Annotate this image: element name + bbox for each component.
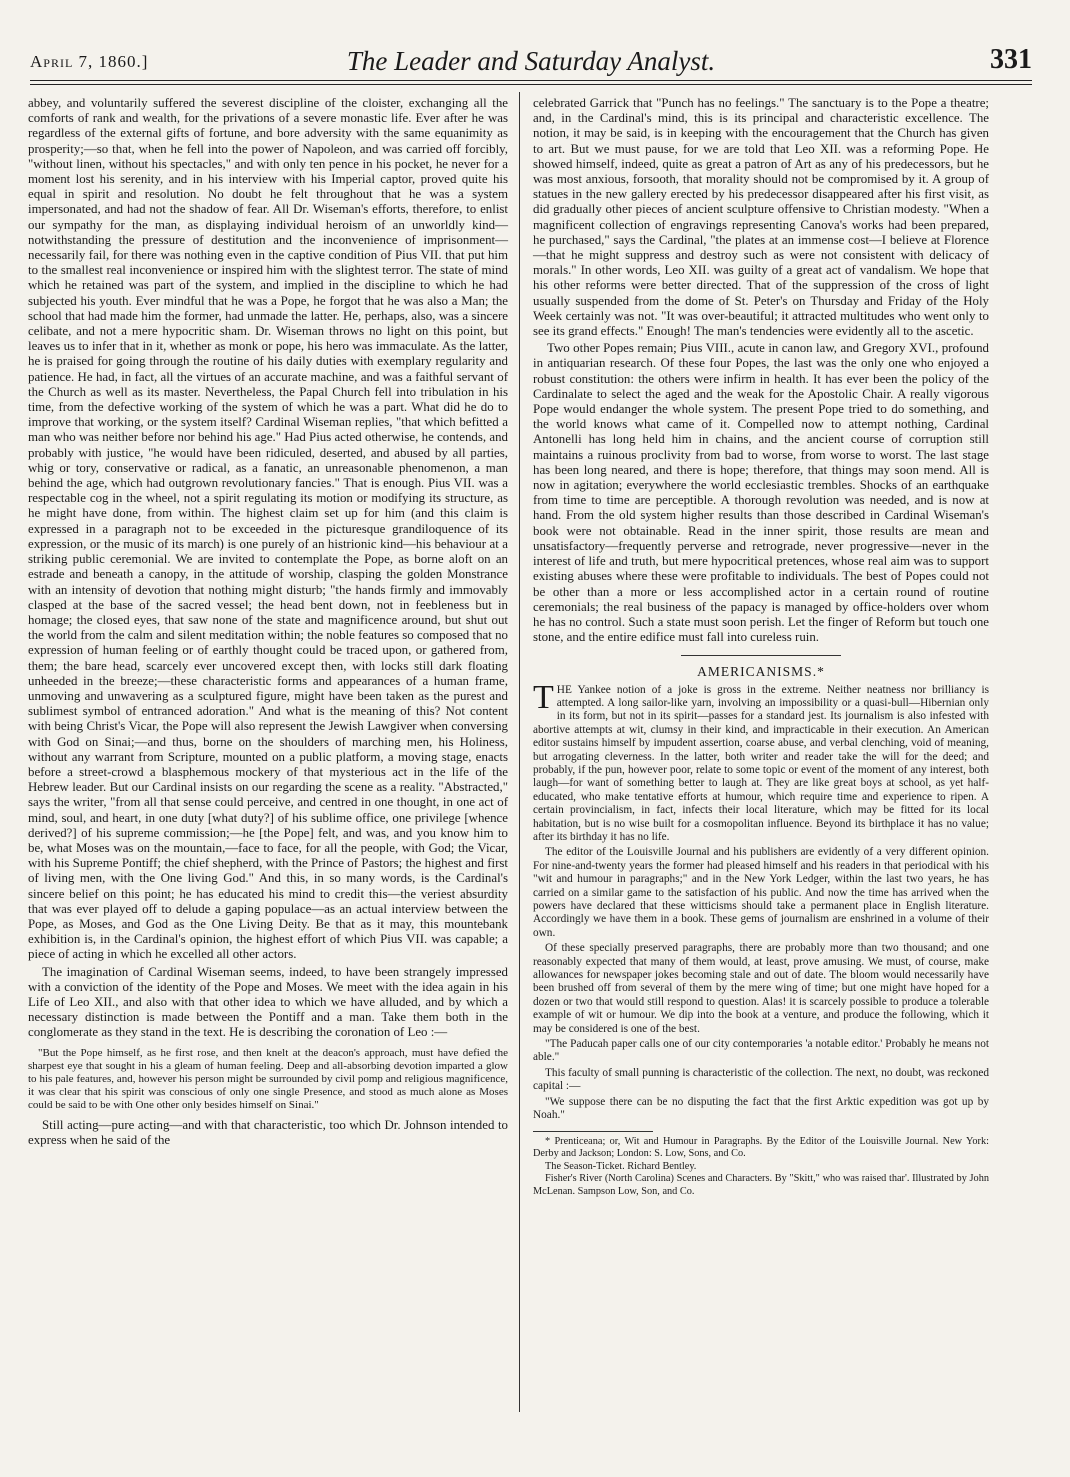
issue-date: April 7, 1860.] (30, 52, 149, 71)
header-rule (30, 80, 1032, 81)
page-number: 331 (990, 44, 1032, 75)
article-paragraph: The editor of the Louisville Journal and his publishers are evidently of a very different opinion. For nine-and-twenty years the former had pleased himself and his readers in that periodical with his "wit and humour in paragraphs;" and in the New York Ledger, within the last two years, he has carried on a similar game to the satisfaction of his public. And now the time has arrived when the powers have declared that these witticisms should take a permanent place in English literature. Accordingly we have them in a book. These gems of journalism are enshrined in a volume of their own. (533, 846, 989, 939)
article-paragraph: abbey, and voluntarily suffered the severest discipline of the cloister, exchanging all the comforts of rank and wealth, for the privations of a severe monastic life. Ever after he was regardless of the external gifts of fortune, and bore adversity with the same equanimity as prosperity;—so that, when he fell into the power of Napoleon, and was carried off forcibly, "without linen, without his spectacles," and with only ten pence in his pocket, he never for a moment lost his serenity, and in his interview with his Imperial captor, proved quite his equal in spirit and resolution. No doubt he felt throughout that he was a system impersonated, and had not the shadow of fear. All Dr. Wiseman's efforts, therefore, to enlist our sympathy for the man, as displaying individual heroism of an unworldly kind—notwithstanding the pressure of destitution and the inconvenience of imprisonment—necessarily fail, for there was nothing even in the captive condition of Pius VII. that put him to the smallest real inconvenience or inspired him with the slightest terror. The state of mind which he retained was part of the system, and implied in the discipline to which he had subjected his youth. Ever mindful that he was a Pope, he forgot that he was also a Man; the school that had made him the former, had unmade the latter. He, perhaps, also, was a sincere celibate, and not a mere hypocritic sham. Dr. Wiseman throws no light on this point, but leaves us to infer that in it, whether as monk or pope, his hero was immaculate. As the latter, he is praised for going through the routine of his daily duties with exemplary regularity and patience. He had, in fact, all the virtues of an accurate machine, and was a faithful servant of the Church as well as its master. Nevertheless, the Papal Church fell into tribulation in his time, from the defective working of the system of which he was a part. What did he do to improve that working, or the system itself? Cardinal Wiseman replies, "that which befitted a man who was neither before nor behind his age." Had Pius acted otherwise, he contends, and probably with justice, "he would have been ridiculed, deserted, and abused by all parties, whig or tory, conservative or radical, as a fanatic, an unreasonable phenomenon, a man behind the age, which had outgrown revolutionary fancies." That is enough. Pius VII. was a respectable cog in the wheel, not a spirit regulating its motion or modifying its structure, as he might have done, from within. The highest claim set up for him (and this claim is expressed in a paragraph not to be exceeded in the picturesque grandiloquence of its expression, or the music of its march) is one purely of an histrionic kind—his behaviour at a striking public ceremonial. We are invited to contemplate the Pope, as borne aloft on an estrade and beneath a canopy, in the attitude of worship, clasping the golden Monstrance with an intensity of devotion that nothing might disturb; "the hands firmly and immovably clasped at the base of the sacred vessel; the head bent down, not in feebleness but in homage; the closed eyes, that saw none of the state and magnificence around, but shut out the world from the calm and silent meditation within; the noble features so composed that no expression of human feeling or of earthly thought could be traced upon, or gathered from, them; the bare head, scarcely ever uncovered except then, with locks still dark floating unheeded in the breeze;—these characteristic forms and appearances of a human frame, unmoving and unwavering as a sculptured figure, might have been taken as the purest and sublimest symbol of entranced adoration." And what is the meaning of this? Not content with being Christ's Vicar, the Pope will also represent the Jewish Lawgiver when conversing with God on Sinai;—and thus, borne on the shoulders of marching men, his Holiness, without any warrant from Scripture, mounted on a public platform, a moving stage, enacts before a street-crowd a blasphemous mockery of that mysterious act in the life of the Hebrew leader. But our Cardinal insists on our regarding the scene as a reality. "Abstracted," says the writer, "from all that sense could perceive, and centred in one thought, in one act of mind, soul, and heart, in one duty [what duty?] of his sublime office, one privilege [whence derived?] of his supreme commission;—he [the Pope] felt, and was, and you know him to be, what Moses was on the mountain,—face to face, for all the people, with God; the Vicar, with his Supreme Pontiff; the chief shepherd, with the Prince of Pastors; the highest and first of living men, with the One living God." And this, in so many words, is the Cardinal's sincere belief on this point; he has educated his mind to credit this—the veriest absurdity that was ever played off to delude a gaping populace—as an actual interview between the Pope, as Moses, and God as the One Living Deity. Be that as it may, this mountebank exhibition is, in the Cardinal's opinion, the highest effort of which Pius VII. was capable; a piece of acting in which he excelled all other actors. (28, 96, 508, 962)
article-paragraph: Of these specially preserved paragraphs, there are probably more than two thousand; and one reasonably expected that many of them would, at least, prove amusing. We must, of course, make allowances for newspaper jokes becoming stale and out of date. The bloom would necessarily have been brushed off from several of them by the mere wing of time; but one might have hoped for a dozen or two that would still respond to question. Alas! it is scarcely possible to produce a tolerable example of wit or humour. We dip into the book at a venture, and produce the following, which it may be considered is one of the best. (533, 942, 989, 1035)
section-rule (681, 655, 841, 656)
footnotes (533, 1136, 989, 1199)
footnote-rule (533, 1131, 653, 1132)
article-paragraph: THE Yankee notion of a joke is gross in the extreme. Neither neatness nor brilliancy is attempted. A long sailor-like yarn, involving an impossibility or a quasi-bull—Hibernian only in its form, but not in its spirit—passes for a standard jest. Its journalism is also infested with abortive attempts at wit, clumsy in their kind, and impracticable in their execution. An American editor sustains himself by impudent assertion, coarse abuse, and verbal clenching, void of meaning, but arrogating cleverness. In the latter, both writer and reader take the will for the deed; and probably, if the pun, however poor, relate to some topic or event of the moment of any interest, both laugh—for want of something better to laugh at. They are like great boys at school, as yet half-educated, who make tentative efforts at humour, which require time and experience to ripen. A certain provincialism, in fact, infects their local literature, which may be fitted for its local habitation, but is no wise built for a cosmopolitan influence. Beyond its birthplace it has no value; after its birthday it has no life. (533, 678, 989, 843)
article-paragraph: The imagination of Cardinal Wiseman seems, indeed, to have been strangely impressed with a conviction of the identity of the Pope and Moses. We meet with the idea again in his Life of Leo XII., and also with that other idea to which we have alluded, and by which a necessary distinction is made between the Pontiff and a man. Take them both in the conglomerate as they stand in the text. He is describing the coronation of Leo :— (28, 964, 508, 1040)
article-paragraph: Still acting—pure acting—and with that characteristic, too which Dr. Johnson intended to express when he said of the (28, 1117, 508, 1147)
column-divider (519, 92, 520, 1412)
quoted-joke: "We suppose there can be no disputing the fact that the first Arktic expedition was got up by Noah." (533, 1095, 989, 1122)
footnote: * Prenticeana; or, Wit and Humour in Paragraphs. By the Editor of the Louisville Journal. New York: Derby and Jackson; London: S. Low, Sons, and Co. (533, 1135, 989, 1160)
publication-title: The Leader and Saturday Analyst. (346, 46, 716, 76)
quoted-joke: "The Paducah paper calls one of our city contemporaries 'a notable editor.' Probably he means not able." (533, 1038, 989, 1064)
article-paragraph: celebrated Garrick that "Punch has no feelings." The sanctuary is to the Pope a theatre; and, in the Cardinal's mind, this is its principal and characteristic excellence. The notion, it may be said, is in keeping with the encouragement that the Church has given to art. But we must pause, for we are told that Leo XII. was a reforming Pope. He showed himself, indeed, quite as great a patron of Art as any of his predecessors, but he was most anxious, forsooth, that morality should not be compromised by it. A group of statues in the new gallery erected by his predecessor disappeared after his first visit, as did gradually other pieces of ancient sculpture offensive to Christian modesty. "When a magnificent collection of engravings representing Canova's works had been prepared, he purchased," says the Cardinal, "the plates at an immense cost—I believe at Florence—that he might suppress and destroy such as were not consistent with delicacy of morals." In other words, Leo XII. was guilty of a great act of vandalism. We hope that his other reforms were better directed. That of the suppression of the cross of light usually suspended from the dome of St. Peter's on Thursday and Friday of the Holy Week certainly was not. "It was over-beautiful; it attracted multitudes who went only to see its grand effects." Enough! The man's tendencies were evidently all to the ascetic. (533, 96, 989, 339)
drop-cap: T (533, 678, 554, 716)
page-header (30, 44, 1032, 74)
left-column (28, 96, 508, 1150)
footnote: The Season-Ticket. Richard Bentley. (545, 1160, 697, 1172)
quote-text: "But the Pope himself, as he first rose, and then knelt at the deacon's approach, must have defied the sharpest eye that sought in his a gleam of human feeling. Deep and all-absorbing devotion imparted a glow to his pale features, and, however his person might be surrounded by civil pomp and religious magnificence, it was clear that his spirit was conscious of only one single Presence, and stood as much alone as Moses could be said to be with One other only besides himself on Sinai." (28, 1046, 508, 1111)
header-rule-thin (30, 84, 1032, 85)
right-column (533, 96, 989, 1198)
article-paragraph: Two other Popes remain; Pius VIII., acute in canon law, and Gregory XVI., profound in antiquarian research. Of these four Popes, the last was the only one who enjoyed a robust constitution: the others were infirm in health. It has ever been the policy of the Cardinalate to select the aged and the weak for the Apostolic Chair. A really vigorous Pope would endanger the whole system. The present Pope tried to do something, and the world knows what came of it. Compelled now to attempt nothing, Cardinal Antonelli has long held him in chains, and the ancient course of corruption still maintains a ruinous proclivity from bad to worse, from worse to worst. The last stage has been long neared, and there is hope; therefore, that things may soon mend. All is now in agitation; everywhere the world ecclesiastic trembles. Shocks of an earthquake from time to time are perceptible. A thorough revolution was needed, and is now at hand. From the old system higher results than those described in Cardinal Wiseman's book were not obtainable. Read in the inner spirit, those results are mean and unsatisfactory—frequently perverse and retrograde, never progressive—never in the interest of life and truth, but mere hypocritical pretences, whose real aim was to support existing abuses where these were profitable to individuals. The best of Popes could not be other than a more or less accomplished actor in a certain round of routine ceremonials; the real business of the papacy is managed by office-holders over whom he has no control. Such a state must soon perish. Let the finger of Reform but touch one stone, and the entire edifice must fall into cureless ruin. (533, 341, 989, 645)
footnote: Fisher's River (North Carolina) Scenes and Characters. By "Skitt," who was raised thar'. Illustrated by John McLenan. Sampson Low, Son, and Co. (533, 1173, 989, 1197)
americanisms-article (533, 678, 989, 1123)
section-title: AMERICANISMS.* (697, 664, 825, 680)
article-paragraph: This faculty of small punning is characteristic of the collection. The next, no doubt, was reckoned capital :— (533, 1066, 989, 1093)
block-quote (28, 1047, 508, 1112)
